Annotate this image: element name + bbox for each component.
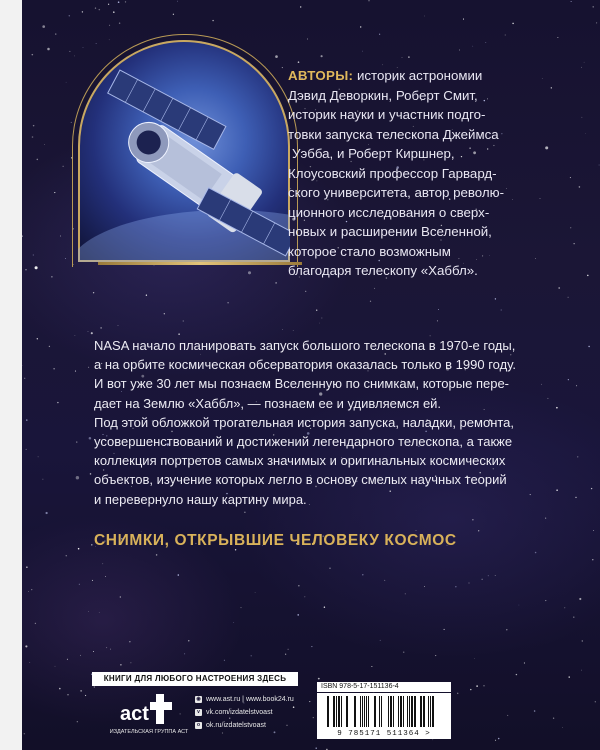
star: [180, 713, 181, 714]
globe-icon: ◉: [196, 696, 201, 702]
star: [282, 67, 283, 68]
star: [69, 51, 70, 52]
star: [188, 640, 189, 641]
star: [25, 645, 27, 647]
barcode-bar: [360, 696, 361, 727]
star: [93, 292, 94, 293]
star: [53, 368, 54, 369]
publisher-slogan: КНИГИ ДЛЯ ЛЮБОГО НАСТРОЕНИЯ ЗДЕСЬ: [92, 672, 298, 686]
description-line: а на орбите космическая обсерватория оказалась только в 1990 году.: [94, 357, 516, 373]
star: [241, 607, 242, 608]
star: [512, 23, 514, 25]
star: [113, 11, 115, 13]
star: [67, 659, 68, 660]
star: [91, 332, 93, 334]
book-back-cover: [22, 0, 600, 750]
star: [173, 14, 174, 15]
star: [93, 651, 94, 652]
star: [57, 402, 58, 403]
star: [476, 685, 478, 687]
star: [95, 7, 96, 8]
star: [457, 693, 458, 694]
authors-line: ского университета, автор револю-: [288, 185, 505, 200]
star: [37, 338, 38, 339]
star: [282, 329, 283, 330]
star: [178, 574, 180, 576]
star: [88, 611, 89, 612]
star: [574, 243, 575, 244]
star: [309, 701, 310, 702]
barcode-bar: [379, 696, 380, 727]
star: [45, 512, 47, 514]
star: [71, 122, 72, 123]
star: [222, 732, 223, 733]
star: [322, 318, 323, 319]
authors-line: товки запуска телескопа Джеймса: [288, 126, 499, 142]
barcode-bar: [381, 696, 382, 727]
star: [49, 346, 50, 347]
star: [105, 576, 106, 577]
barcode-bar: [423, 696, 425, 727]
star: [437, 320, 438, 321]
star: [80, 655, 81, 656]
authors-line: которое стало возможным: [288, 243, 451, 259]
description-line: И вот уже 30 лет мы познаем Вселенную по снимкам, которые пере-: [94, 376, 510, 392]
star: [402, 57, 403, 58]
star: [595, 701, 596, 702]
star: [106, 647, 107, 648]
star: [130, 662, 131, 663]
star: [109, 39, 110, 40]
star: [469, 583, 470, 584]
star: [275, 282, 277, 284]
star: [570, 227, 571, 228]
ok-icon: o: [196, 722, 201, 728]
description-line: коллекция портретов самых значимых и оригинальных космических: [94, 453, 506, 469]
star: [516, 674, 517, 675]
star: [297, 614, 299, 616]
barcode-bar: [333, 696, 335, 727]
authors-line: Клоусовский профессор Гарвард-: [288, 165, 497, 181]
star: [582, 117, 583, 118]
star: [579, 186, 581, 188]
barcode-bar: [364, 696, 365, 727]
star: [593, 530, 594, 531]
barcode-bar: [398, 696, 399, 727]
star: [329, 568, 330, 569]
star: [33, 125, 35, 127]
star: [26, 449, 27, 450]
star: [581, 67, 582, 68]
star: [96, 43, 97, 44]
star: [102, 563, 103, 564]
star: [82, 11, 83, 12]
star: [47, 48, 50, 51]
star: [316, 310, 317, 311]
link-row[interactable]: [195, 693, 305, 706]
star: [55, 666, 56, 667]
star: [288, 649, 289, 650]
barcode-bar: [393, 696, 394, 727]
star: [501, 309, 502, 310]
star: [362, 51, 363, 52]
star: [319, 323, 320, 324]
barcode-bar: [327, 696, 329, 727]
star: [485, 42, 486, 43]
star: [573, 616, 574, 617]
star: [311, 646, 312, 647]
star: [435, 655, 436, 656]
star: [416, 530, 417, 531]
barcode-bar: [362, 696, 363, 727]
star: [42, 25, 45, 28]
star: [545, 518, 546, 519]
star: [591, 488, 592, 489]
star: [564, 607, 565, 608]
star: [424, 16, 425, 17]
star: [495, 298, 496, 299]
star: [67, 694, 68, 695]
star: [403, 651, 404, 652]
barcode-bar: [346, 696, 348, 727]
star: [69, 15, 70, 16]
star: [472, 519, 473, 520]
description-line: дает на Землю «Хаббл», — познаем ее и удивляемся ей.: [94, 395, 442, 411]
star: [587, 275, 589, 277]
vk-icon: v: [195, 709, 202, 716]
star: [593, 6, 594, 7]
star: [25, 269, 26, 270]
star: [184, 654, 185, 655]
authors-line: Уэбба, и Роберт Киршнер,: [292, 146, 455, 161]
star: [26, 567, 27, 568]
star: [579, 598, 581, 600]
gold-divider: [98, 262, 302, 265]
star: [557, 37, 558, 38]
star: [495, 575, 496, 576]
hubble-telescope-icon: [78, 40, 290, 262]
star: [505, 35, 506, 36]
star: [483, 685, 484, 686]
barcode-bar: [428, 696, 429, 727]
star: [156, 554, 158, 556]
star: [54, 192, 55, 193]
star: [212, 20, 213, 21]
star: [42, 479, 43, 480]
star: [368, 0, 369, 1]
isbn-label: ISBN 978-5-17-151136-4: [317, 682, 451, 692]
star: [22, 236, 23, 237]
star: [568, 297, 569, 298]
star: [384, 580, 385, 581]
authors-line: Дэвид Деворкин, Роберт Смит,: [288, 87, 478, 103]
star: [380, 640, 381, 641]
star: [371, 666, 372, 667]
star: [588, 346, 589, 347]
star: [576, 385, 577, 386]
hubble-telescope-image: [78, 40, 290, 262]
star: [488, 575, 489, 576]
star: [474, 658, 475, 659]
barcode-icon: [317, 693, 451, 729]
star: [455, 586, 456, 587]
star: [66, 555, 67, 556]
star: [110, 649, 111, 650]
description-line: NASA начало планировать запуск большого телескопа в 1970-е годы,: [94, 338, 516, 353]
star: [432, 739, 433, 740]
description-line: объектов, изучение которых легло в основу смелых научных теорий: [94, 472, 507, 488]
star: [118, 1, 120, 3]
star: [577, 456, 578, 457]
star: [59, 688, 61, 690]
star: [585, 133, 586, 134]
star: [74, 56, 75, 57]
star: [75, 371, 76, 372]
barcode-bar: [366, 696, 367, 727]
star: [498, 738, 500, 740]
star: [298, 61, 300, 63]
authors-line: историк науки и участник подго-: [288, 107, 486, 122]
star: [24, 733, 25, 734]
star: [478, 530, 479, 531]
star: [582, 640, 583, 641]
page-edge: [0, 0, 22, 750]
barcode-bar: [407, 696, 408, 727]
star: [51, 276, 53, 278]
barcode-digits: 9 785171 511364 >: [337, 730, 431, 738]
star: [534, 710, 536, 712]
star: [32, 136, 34, 138]
star: [275, 55, 278, 58]
star: [444, 629, 445, 630]
star: [568, 379, 569, 380]
star: [76, 476, 79, 479]
star: [233, 622, 234, 623]
star: [31, 589, 32, 590]
link-row[interactable]: [195, 706, 305, 719]
star: [495, 740, 496, 741]
star: [108, 4, 109, 5]
star: [88, 367, 89, 368]
star: [120, 664, 122, 666]
publisher-caption: ИЗДАТЕЛЬСКАЯ ГРУППА АСТ: [109, 729, 189, 735]
star: [118, 325, 119, 326]
barcode-bar: [403, 696, 404, 727]
star: [99, 612, 100, 613]
star: [321, 55, 323, 57]
star: [119, 23, 120, 24]
publisher-links: [195, 693, 305, 732]
star: [26, 419, 27, 420]
authors-line: благодаря телескопу «Хаббл».: [288, 263, 478, 278]
star: [78, 548, 80, 550]
star: [83, 47, 84, 48]
star: [91, 544, 92, 545]
star: [307, 38, 308, 39]
star: [28, 591, 29, 592]
barcode-bar: [374, 696, 376, 727]
star: [55, 34, 56, 35]
barcode-bar: [341, 696, 342, 727]
star: [285, 654, 286, 655]
star: [92, 580, 93, 581]
star: [545, 600, 546, 601]
star: [60, 236, 61, 237]
star: [224, 660, 225, 661]
star: [438, 309, 439, 310]
star: [120, 596, 121, 597]
star: [33, 254, 34, 255]
authors-block: [288, 66, 548, 281]
star: [66, 82, 67, 83]
star: [109, 25, 110, 26]
description-text: [94, 336, 564, 509]
star: [362, 574, 363, 575]
star: [76, 442, 77, 443]
star: [300, 6, 301, 7]
star: [164, 313, 165, 314]
star: [424, 586, 425, 587]
star: [24, 378, 25, 379]
star: [470, 689, 471, 690]
link-text[interactable]: vk.com/izdatelstvoast: [206, 709, 273, 716]
star: [178, 333, 180, 335]
star: [99, 9, 100, 10]
star: [316, 748, 317, 749]
link-text[interactable]: www.ast.ru | www.book24.ru: [206, 696, 294, 703]
barcode-bar: [420, 696, 422, 727]
star: [558, 287, 560, 289]
star: [507, 715, 508, 716]
star: [553, 718, 554, 719]
star: [79, 584, 80, 585]
star: [77, 721, 78, 722]
description-line: и перевернуло нашу картину мира.: [94, 491, 307, 507]
star: [379, 34, 380, 35]
star: [305, 291, 306, 292]
star: [80, 690, 81, 691]
star: [88, 331, 89, 332]
star: [551, 87, 552, 88]
barcode-bar: [354, 696, 356, 727]
star: [482, 579, 483, 580]
star: [570, 177, 571, 178]
authors-line: историк астрономии: [356, 68, 483, 83]
star: [129, 641, 130, 642]
star: [370, 301, 371, 302]
star: [571, 1, 572, 2]
star: [75, 335, 76, 336]
star: [89, 437, 92, 440]
star: [146, 295, 147, 296]
star: [562, 727, 563, 728]
barcode-bar: [368, 696, 369, 727]
star: [38, 456, 39, 457]
star: [90, 473, 92, 475]
barcode: [317, 693, 451, 739]
star: [360, 26, 361, 27]
star: [248, 271, 251, 274]
star: [85, 695, 86, 696]
star: [35, 266, 38, 269]
star: [251, 655, 252, 656]
star: [63, 166, 64, 167]
star: [463, 19, 464, 20]
barcode-bar: [432, 696, 434, 727]
star: [535, 552, 537, 554]
star: [65, 258, 66, 259]
star: [584, 62, 585, 63]
star: [244, 512, 245, 513]
star: [227, 302, 228, 303]
star: [506, 629, 507, 630]
barcode-bar: [400, 696, 402, 727]
barcode-bar: [388, 696, 389, 727]
star: [313, 717, 314, 718]
star: [592, 559, 593, 560]
star: [29, 662, 30, 663]
star: [472, 46, 473, 47]
star: [408, 56, 410, 58]
star: [575, 497, 576, 498]
star: [293, 330, 294, 331]
star: [94, 686, 95, 687]
authors-line: ционного исследования о сверх-: [288, 204, 490, 220]
tagline: СНИМКИ, ОТКРЫВШИЕ ЧЕЛОВЕКУ КОСМОС: [94, 532, 457, 549]
description-line: усовершенствований и достижений легендарного телескопа, а также: [94, 434, 513, 450]
star: [324, 606, 325, 607]
star: [37, 159, 39, 161]
authors-line: новых и расширении Вселенной,: [288, 224, 492, 239]
star: [298, 585, 299, 586]
barcode-bar: [336, 696, 337, 727]
star: [459, 50, 460, 51]
star: [32, 54, 34, 56]
star: [183, 320, 184, 321]
barcode-bar: [390, 696, 392, 727]
star: [35, 623, 36, 624]
ast-logo-icon: [118, 690, 176, 730]
star: [255, 592, 256, 593]
star: [177, 1, 178, 2]
barcode-bar: [409, 696, 410, 727]
authors-label: АВТОРЫ:: [288, 68, 354, 83]
star: [569, 676, 570, 677]
star: [318, 678, 320, 680]
star: [125, 1, 126, 2]
logo-text: act: [120, 703, 149, 725]
star: [519, 605, 520, 606]
barcode-bar: [338, 696, 340, 727]
barcode-bar: [414, 696, 416, 727]
description-line: Под этой обложкой трогательная история запуска, наладки, ремонта,: [94, 414, 515, 430]
star: [100, 327, 102, 329]
barcode-bar: [430, 696, 431, 727]
link-text[interactable]: ok.ru/izdatelstvoast: [206, 722, 266, 729]
star: [405, 594, 406, 595]
star: [599, 164, 600, 165]
star: [304, 596, 305, 597]
star: [596, 22, 597, 23]
star: [524, 662, 525, 663]
barcode-bar: [411, 696, 413, 727]
star: [581, 670, 582, 671]
star: [374, 288, 375, 289]
star: [44, 144, 45, 145]
link-row[interactable]: [195, 719, 305, 732]
